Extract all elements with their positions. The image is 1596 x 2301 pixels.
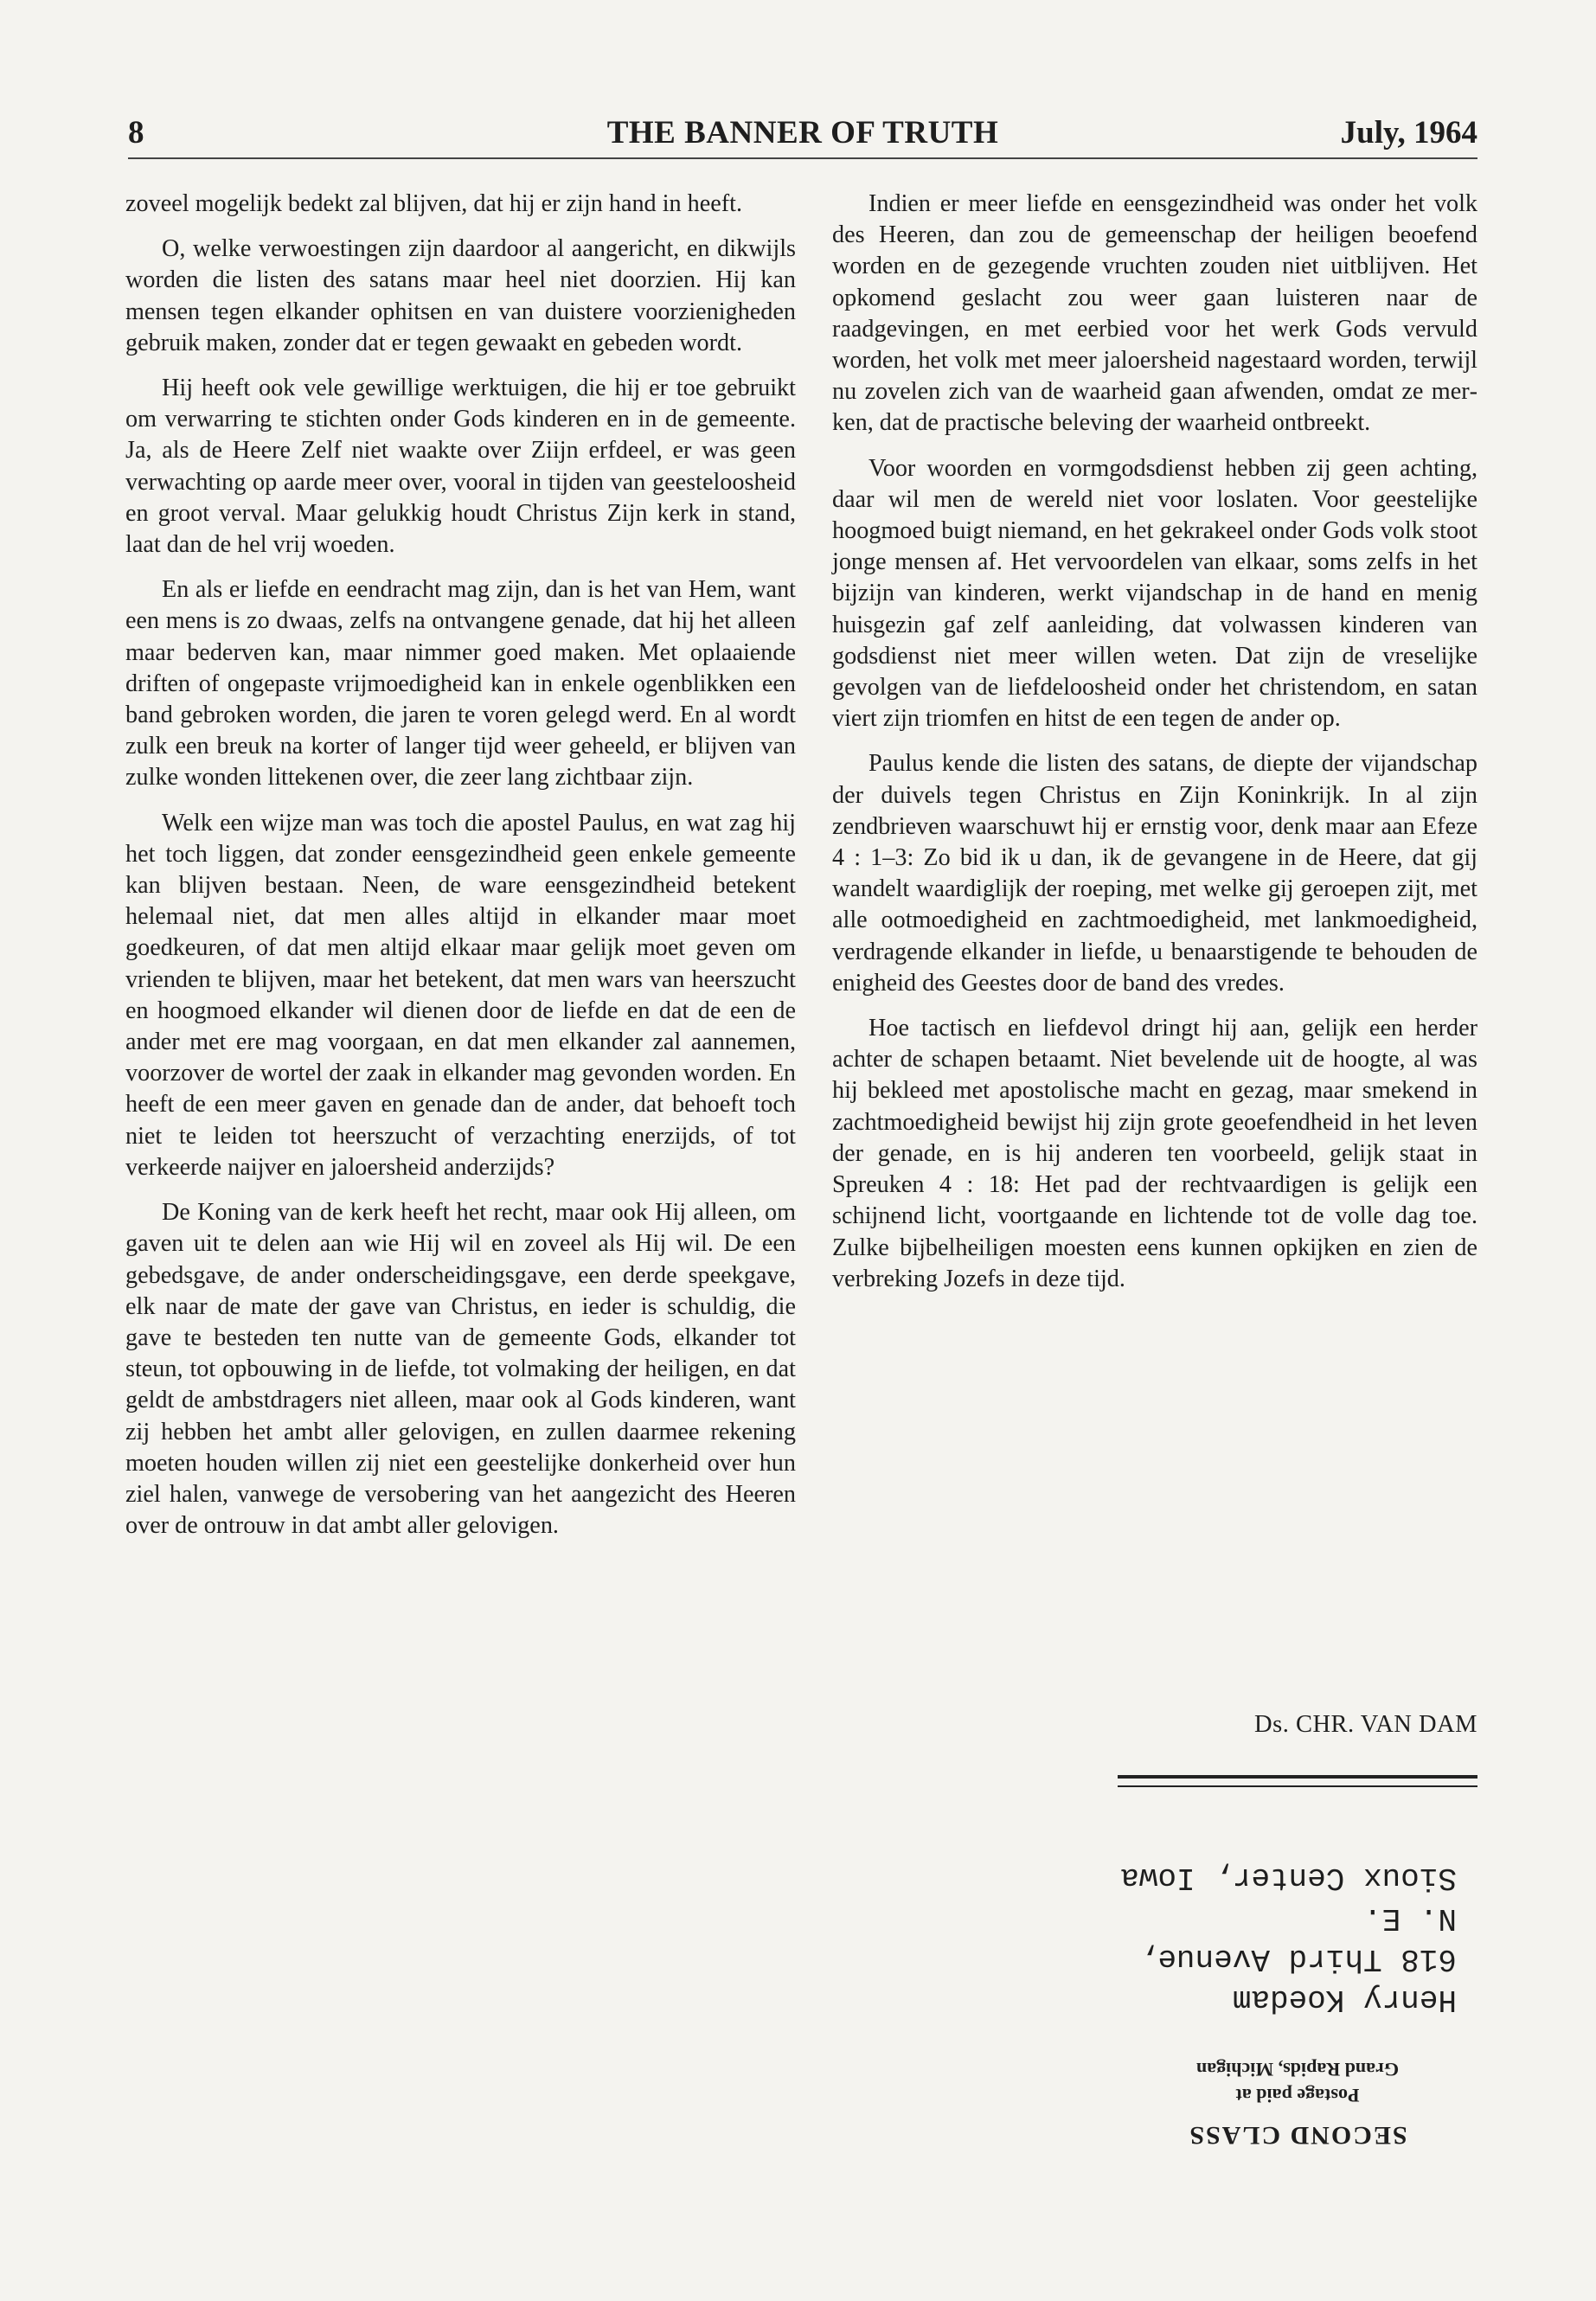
- paragraph: Indien er meer liefde en eensgezindheid was onder het volk des Heeren, dan zou de gemeenschap der heiligen beoefend worden en de gezegende vruchten zouden niet uitblijven. Het opkomend geslacht zou weer gaan luisteren naar de raadgevingen, en met eerbied voor het werk Gods vervuld worden, het volk met meer jaloersheid nagestaard worden, terwijl nu zovelen zich van de waarheid gaan afwenden, omdat ze merken, dat de practische beleving der waarheid ontbreekt.: [832, 190, 1477, 437]
- issue-date: July, 1964: [1340, 115, 1477, 151]
- header-rule: [128, 157, 1477, 159]
- right-column: [832, 189, 1477, 1309]
- postage-city: Grand Rapids, Michigan: [1195, 2059, 1400, 2080]
- address-line: Sioux Center, Iowa: [1120, 1860, 1457, 1895]
- address-line: Henry Koedam: [1232, 1982, 1457, 2017]
- double-rule-thick: [1118, 1775, 1477, 1779]
- paragraph: O, welke verwoestingen zijn daardoor al aangericht, en dikwijls worden die listen des satans maar heel niet doorzien. Hij kan mensen tegen elkander ophitsen en van duistere voorzienigheden gebruik maken, zonder dat er tegen gewaakt en gebeden wordt.: [125, 235, 796, 356]
- paragraph: Paulus kende die listen des satans, de diepte der vijandschap der duivels tegen Christus en Zijn Koninkrijk. In al zijn zendbrieven waarschuwt hij er ernstig voor, denk maar aan Efeze 4 : 1–3: Zo bid ik u dan, ik de gevangene in de Heere, dat gij wandelt waardiglijk der roeping, met welke gij geroepen zijt, met alle ootmoedigheid en zachtmoedigheid, met lankmoedigheid, verdragende elkander in liefde, u benaarstigende te behouden de enigheid des Geestes door de band des vredes.: [832, 750, 1477, 997]
- paragraph: zoveel mogelijk bedekt zal blijven, dat hij er zijn hand in heeft.: [125, 190, 743, 217]
- paragraph: En als er liefde en eendracht mag zijn, dan is het van Hem, want een mens is zo dwaas, zelfs na ontvangene genade, dat hij het alleen maar bederven kan, maar nimmer goed maken. Met oplaaiende driften of ongepaste vrijmoedigheid kan in enkele ogenblikken een band gebroken worden, die jaren te voren gelegd werd. En al wordt zulk een breuk na korter of langer tijd weer geheeld, er blijven van zulke wonden littekenen over, die zeer lang zichtbaar zijn.: [125, 576, 796, 792]
- paragraph: Welk een wijze man was toch die apostel Paulus, en wat zag hij het toch liggen, dat zonder eensgezindheid geen enkele gemeente kan blijven bestaan. Neen, de ware eensgezindheid betekent helemaal niet, dat men alles altijd in elkander maar moet goedkeuren, of dat men altijd elkaar maar gelijk moet geven om vrienden te blijven, maar het betekent, dat men wars van heerszucht en hoogmoed elkander wil dienen door de liefde en dat de een de ander met ere mag voorgaan, en dat men elkander zal aannemen, voorzover de wortel der zaak in elkander mag gevonden worden. En heeft de een meer gaven en genade dan de ander, dat behoeft toch niet te leiden tot heerszucht of verzachting enerzijds, of tot verkeerde naijver en jaloersheid anderzijds?: [125, 809, 796, 1181]
- paragraph: Hoe tactisch en liefdevol dringt hij aan, gelijk een herder achter de schapen betaamt. Niet bevelende uit de hoogte, al was hij bekleed met apostolische macht en gezag, maar smekend in zachtmoedigheid bewijst hij zijn grote geoefendheid in het leven der genade, en is hij anderen ten voorbeeld, gelijk staat in Spreuken 4 : 18: Het pad der rechtvaardigen is gelijk een schijnend licht, voortgaande en lichtende tot de volle dag toe. Zulke bijbelheiligen moesten eens kunnen opkijken en zien de verbreking Jozefs in deze tijd.: [832, 1015, 1477, 1292]
- mailing-label: [1118, 1804, 1477, 2150]
- address-line: 618 Third Avenue, N. E.: [1138, 1900, 1457, 1977]
- double-rule-thin: [1118, 1785, 1477, 1787]
- paragraph: Hij heeft ook vele gewillige werktuigen, die hij er toe gebruikt om verwarring te stichten onder Gods kinderen en in de gemeente. Ja, als de Heere Zelf niet waakte over Ziijn erfdeel, er was geen verwachting op aarde meer over, vooral in tijden van geesteloosheid en groot verval. Maar gelukkig houdt Christus Zijn kerk in stand, laat dan de hel vrij woeden.: [125, 375, 796, 559]
- left-column: [125, 189, 796, 1555]
- paragraph: Voor woorden en vormgodsdienst hebben zij geen achting, daar wil men de wereld niet voor loslaten. Voor geestelijke hoogmoed buigt niemand, en het gekrakeel onder Gods volk stoot jonge mensen af. Het vervoordelen van elkaar, soms zelfs in het bijzijn van kinderen, werkt vijandschap in de hand en menig huisgezin gaf zelf aanleiding, dat volwassen kinderen van godsdienst niet meer willen weten. Dat zijn de vreselijke gevolgen van de liefdeloosheid onder het christendom, en satan viert zijn triomfen en hitst de een tegen de ander op.: [832, 454, 1477, 733]
- paragraph: De Koning van de kerk heeft het recht, maar ook Hij alleen, om gaven uit te delen aan wie Hij wil en zoveel als Hij wil. De een gebedsgave, de ander onderscheidingsgave, een derde speekgave, elk naar de mate der gave van Christus, en ieder is schuldig, die gave te besteden ten nutte van de gemeente Gods, elkander tot steun, tot opbouwing in de liefde, tot volmaking der heiligen, en dat geldt de ambstdragers niet alleen, maar ook al Gods kinderen, want zij hebben het ambt aller gelovigen, en zullen daarmee rekening moeten houden willen zij niet een geestelijke donkerheid over hun ziel halen, vanwege de versobering van het aangezicht des Heeren over de ontrouw in dat ambt aller gelovigen.: [125, 1199, 796, 1540]
- author-signature: Ds. CHR. VAN DAM: [1254, 1711, 1477, 1738]
- running-header: [128, 114, 1477, 157]
- postage-note: Postage paid at: [1235, 2085, 1360, 2106]
- recipient-address: [1118, 1857, 1457, 2020]
- publication-title: THE BANNER OF TRUTH: [606, 115, 999, 151]
- postal-class: SECOND CLASS: [1188, 2121, 1407, 2150]
- page-number: 8: [128, 115, 144, 151]
